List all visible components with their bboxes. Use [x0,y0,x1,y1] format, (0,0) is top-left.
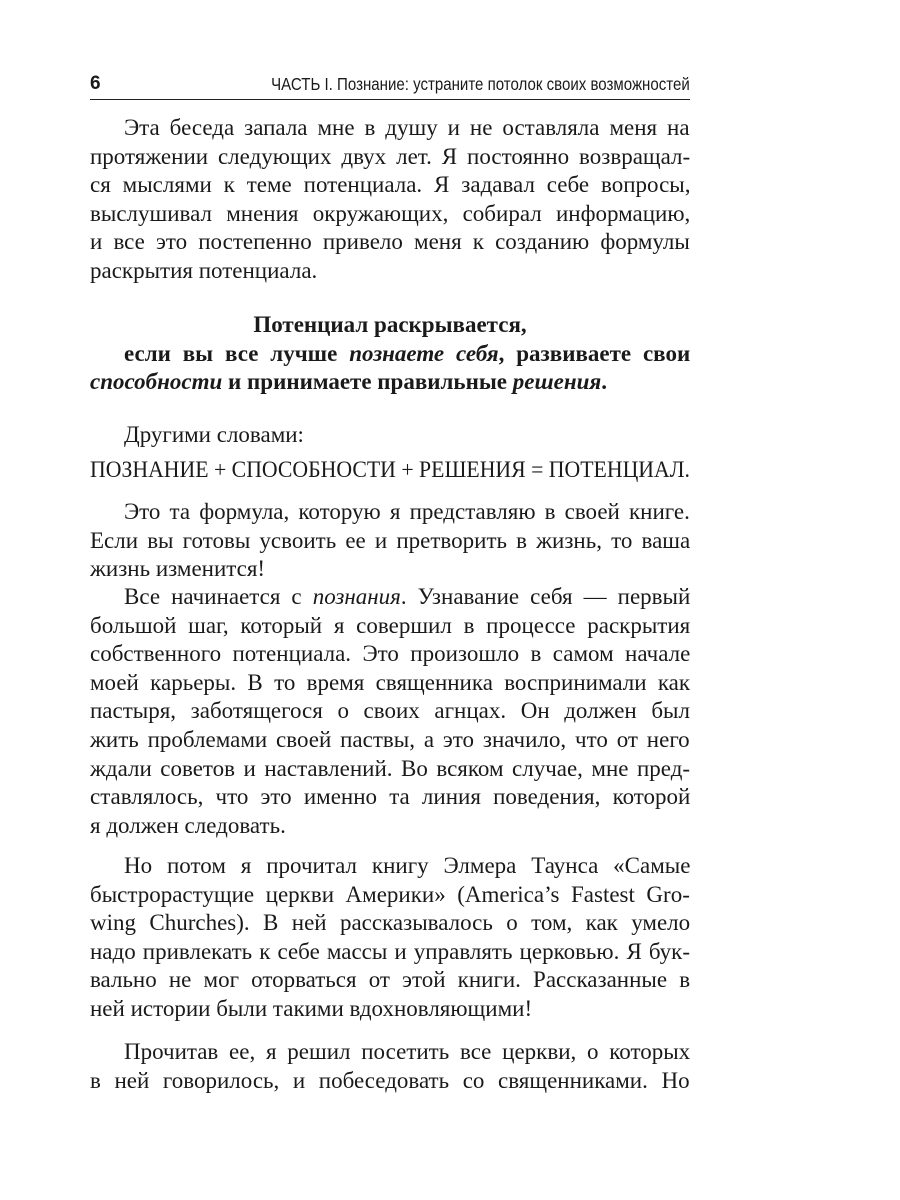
text: если вы все лучше [124,340,350,366]
emphasis: познаете себя [349,340,499,366]
text: Все начинается с [124,584,313,609]
text: , развиваете свои [498,340,691,366]
text-line: большой шаг, который я совершил в процессе раскрытия [90,612,691,638]
paragraph-1 [90,114,690,286]
text-line: жить проблемами своей паствы, а это значило, что от него [90,726,690,752]
paragraph-3 [90,498,690,584]
emphasis: решения [512,369,602,395]
text-line: Эта беседа запала мне в душу и не оставляла меня на [124,115,690,140]
running-header [90,73,690,97]
text: . Узнавание себя — первый [400,584,691,609]
text-line: в ней говорилось, и побеседовать со священниками. Но [90,1067,690,1093]
text-line: wing Churches). В ней рассказывалось о том, как умело [90,910,691,936]
text-line: выслушивал мнения окружающих, собирал информацию, [90,200,691,226]
text-line: раскрытия потенциала. [90,257,318,283]
paragraph-4 [90,583,690,840]
text-line: вально не мог оторваться от этой книги. Рассказанные в [90,967,691,993]
text-line: моей карьеры. В то время священника воспринимали как [90,669,691,695]
emphasis: способности [90,369,223,395]
text-line: ней истории были такими вдохновляющими! [90,995,533,1021]
text-line: быстрорастущие церкви Америки» (America’s Fastest Gro- [90,881,690,907]
text-line: Это та формула, которую я представляю в своей книге. [124,499,690,524]
text-line: протяжении следующих двух лет. Я постоянно возвращал- [90,143,691,169]
paragraph-5 [90,852,690,1024]
text-line: ждали советов и наставлений. Во всяком случае, мне пред- [90,755,691,781]
text-line: надо привлекать к себе массы и управлять церковью. Я бук- [90,938,691,964]
text-line: ся мыслями к теме потенциала. Я задавал себе вопросы, [90,172,691,198]
statement-line [90,340,690,369]
text-line [90,583,690,612]
text-line: и все это постепенно привело меня к созданию формулы [90,229,690,255]
text-line: собственного потенциала. Это произошло в самом начале [90,641,691,667]
statement-line [90,368,690,397]
running-title: ЧАСТЬ I. Познание: устраните потолок своих возможностей [271,74,690,94]
page-number: 6 [90,73,101,94]
highlighted-statement [90,311,690,397]
text: и принимаете правильные [222,369,513,395]
paragraph-2 [90,421,690,450]
statement-line: Потенциал раскрывается, [253,312,527,337]
formula [90,456,690,485]
text-line: Другими словами: [124,422,304,447]
emphasis: познания [312,584,401,609]
text-line: пастыря, заботящегося о своих агнцах. Он должен был [90,698,690,724]
text-line: я должен следовать. [90,812,286,838]
text-line: Если вы готовы усвоить ее и претворить в жизнь, то ваша [90,527,691,553]
text-line: жизнь изменится! [90,556,266,582]
text: . [601,369,608,395]
paragraph-6 [90,1038,690,1095]
formula-line: ПОЗНАНИЕ + СПОСОБНОСТИ + РЕШЕНИЯ = ПОТЕНЦИАЛ. [90,457,690,482]
text-line: ставлялось, что это именно та линия поведения, которой [90,784,691,810]
header-rule [90,99,690,100]
text-line: Прочитав ее, я решил посетить все церкви, о которых [124,1039,691,1064]
text-line: Но потом я прочитал книгу Элмера Таунса «Самые [124,853,691,878]
